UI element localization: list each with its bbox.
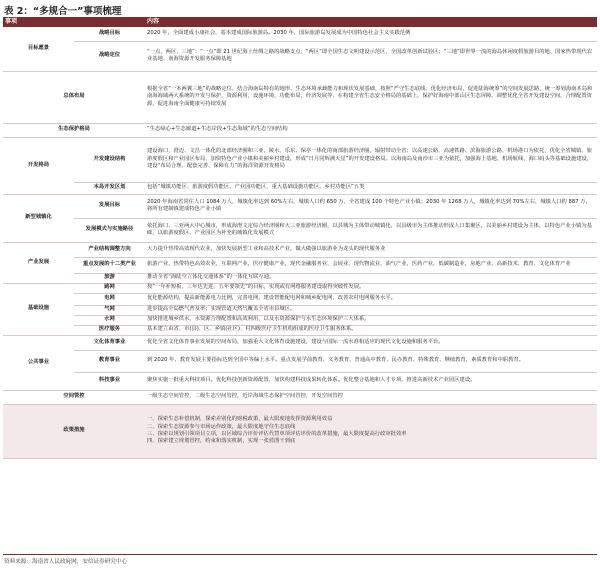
content-cell: 旅游产业，热带特色高效农业，互联网产业，医疗健康产业，现代金融服务业，会展业，现代物流业，油气产业，医药产业，低碳制造业，房地产业，高新技术、教育、文化体育产业 — [147, 261, 571, 268]
table-row — [3, 305, 597, 315]
subcategory-cell: 旅游 — [104, 274, 115, 281]
content-cell: 加快推进城乡供水、水资源合理配置和高效利用，以及水资源保护与水生态环境保护三大体系。 — [147, 316, 370, 323]
table-row — [3, 27, 597, 41]
subcategory-cell: 开发建设结构 — [93, 155, 126, 162]
table-row — [3, 390, 597, 404]
header-matter: 事项 — [3, 17, 145, 27]
subcategory-cell: 重点发展的十二类产业 — [83, 261, 136, 268]
content-cell: “生态绿心+生态廊道+生态岸段+生态海域”的生态空间结构 — [147, 126, 288, 133]
table-row — [3, 335, 597, 350]
table-header-row — [3, 17, 597, 27]
table-row — [3, 404, 597, 458]
content-cell: 依托海口、三亚两大中心城市，形成海澄文定综合经济圈和大三亚旅游经济圈，以县城为主体带动城镇化，以县级市为主体推动形成人口集聚区，以美丽乡村建设为主体，以特色产业小镇为基础，以旅游度假区、产业园区为补充的城镇化发展模式 — [147, 222, 592, 236]
content-cell: 聚焦实施一批重大科技项目。优化科技创新资源配置，加快构建科技成果转化体系。优化整合基地和人才专项，推进高新技术产业园区建设。 — [147, 377, 476, 384]
subcategory-cell: 本岛开发区划 — [93, 184, 126, 191]
content-cell: 推动全省“海陆空立体化交通体系”的一体化互联互通。 — [147, 274, 275, 281]
table-row — [3, 194, 597, 218]
content-cell: “一点、两区、三地”：“一点”即 21 世纪海上丝绸之路的战略支点；“两区”即全国生态文明建设示范区、全国改革创新试验区；“三地”即世界一流的海岛休闲度假旅游目的地、国家热带现代农业基地、南海资源开发服务保障基地 — [147, 48, 593, 62]
content-cell: 根据全省“一本两翼三地”的战略定位，结合海南岛特有的地形、生态环境承载能力和现状发展基础，按照“严守生态底线、优化经济布局、促进陆海统筹”的空间发展思路，统一筹划海南本岛和南海海域两大系统的开发与保护，资源利用，设施环境，功能布局，经济发展等，在构建全省生态安全格局的基础上，保护好海南中部山区生态屏障，调整优化全省开发建设空间，合理配置资源，促进海南全面健康可持续发展 — [147, 85, 593, 107]
subcategory-cell: 发展模式与实施路径 — [85, 226, 134, 233]
category-cell: 基础设施 — [27, 305, 50, 312]
table-row — [3, 283, 597, 293]
content-cell: 大力提升热带高效现代农业，加快发展新型工业和高技术产业，做大做强以旅游业为龙头的现代服务业 — [147, 245, 386, 252]
table-row — [3, 325, 597, 335]
content-cell: 2020 年海南省常住人口 1084 万人，城镇化率达到 60%左右，城镇人口约 650 万，全省建成 100 个特色产业小镇；2030 年 1268 万人，城镇化率达到 70%左右，城镇人口约 887 万，将所有建制镇建成特色产业小镇 — [147, 198, 591, 212]
subcategory-cell: 战略目标 — [98, 30, 121, 37]
category-cell: 生态保护格局 — [58, 126, 90, 133]
category-cell: 开发格局 — [27, 161, 50, 168]
table-row — [3, 182, 597, 194]
category-cell: 公共事业 — [27, 358, 50, 365]
category-cell: 新型城镇化 — [25, 214, 52, 221]
subcategory-cell: 发展目标 — [98, 202, 121, 209]
content-cell: 优化能源结构，提高新能源电力比例，完善电网，建设智能配电网和城乡配电网，改善农村电网服务水平。 — [147, 295, 396, 302]
table-row — [3, 350, 597, 372]
content-cell: 一级生态空间管控，二级生态空间管控，近岸海域生态保护空间管控，开发空间管控 — [147, 393, 343, 400]
table-row — [3, 41, 597, 71]
category-cell: 政策措施 — [63, 427, 85, 434]
content-cell: 建设海口、澄迈、文昌一体化的北部经济圈和三亚、陵水、乐东、保亭一体化的南部旅游经济圈，辐射带动全省；以高速公路、高速铁路、滨海旅游公路、机场港口为依托，优化全省城镇、旅游度假区和产业园区布局，加快特色产业小镇和美丽乡村建设，形成“日月同辉满天星”的开发建设格局。以海南岛及南沙市三亚为依托，加强海上基地、机场航线、海口码头等基础设施建设，建设“布局合理、配套完善、保障有力”的海洋资源开发格局 — [147, 148, 593, 170]
category-cell: 产业发展 — [27, 258, 50, 265]
content-cell: 按“一年补短板、三年达先进、五年要领先”的目标，实现或有网络服务建设取得突破性发展。 — [147, 284, 365, 291]
table-row — [3, 273, 597, 283]
content-cell: 基本建立由省、市(县)、区、乡镇(社区)、村四级医疗卫生机构组成的医疗卫生服务体系。 — [147, 326, 357, 333]
subcategory-cell: 电网 — [104, 295, 115, 302]
content-cell: 一、探索生态补偿机制，探索差别化的财税政策，最大限度地发挥资源利用效益 二、探索生态资源参与市场运作政策，最大限度地守住生态底线 三、探索以规划引领项目立项，以区域综合评价评估代替单项评估评价的改革措施，最大限度提高行政审批效率 四、探索建立规划管控，约束和落实机制，实现一张蓝图干到底 — [147, 416, 407, 445]
subcategory-cell: 医疗服务 — [98, 326, 121, 333]
content-cell: 优化全省文化体育事业发展的空间布局，加强重大文化体育设施建设，建设与国际一流水准相适应的现代文化设施和服务平台。 — [147, 338, 444, 345]
table-row — [3, 372, 597, 390]
subcategory-cell: 科技事业 — [98, 377, 121, 384]
category-cell: 目标愿景 — [27, 45, 50, 52]
subcategory-cell: 路网 — [104, 284, 115, 291]
table-row — [3, 257, 597, 273]
subcategory-cell: 产业结构调整方向 — [88, 245, 131, 252]
subcategory-cell: 气网 — [104, 306, 115, 313]
subcategory-cell: 水网 — [104, 316, 115, 323]
table-row — [3, 137, 597, 182]
category-cell: 空间管控 — [63, 393, 85, 400]
subcategory-cell: 文化体育事业 — [93, 338, 126, 345]
table-title: 表 2：“多规合一”事项梳理 — [4, 6, 122, 17]
table-row — [3, 71, 597, 123]
table-row — [3, 242, 597, 257]
table-row — [3, 293, 597, 305]
category-cell: 总体布局 — [63, 93, 85, 100]
header-content: 内容 — [145, 17, 597, 27]
matters-table — [3, 17, 597, 459]
source-note: 资料来源：海南省人民政府网，安信证券研究中心 — [4, 559, 128, 565]
table-row — [3, 315, 597, 325]
content-cell: 2020 年，全面建成小康社会，基本建成国际旅游岛。2030 年，国际旅游岛发展成为中国特色社会主义实践范例 — [147, 30, 411, 37]
content-cell: 到 2020 年，教育发展主要指标达到全国中等偏上水平。重点发展学前教育、义务教育、普通高中教育、民办教育、特殊教育、继续教育，素质教育和中职教育。 — [147, 357, 525, 364]
table-row — [3, 123, 597, 137]
subcategory-cell: 教育事业 — [98, 357, 121, 364]
content-cell: 包括“城镇功能区、旅游度假功能区、产业园功能区、重大基础设施功能区、乡村功能区”五类 — [147, 184, 365, 191]
table-row — [3, 218, 597, 242]
subcategory-cell: 战略定位 — [98, 52, 121, 59]
bottom-divider — [3, 554, 597, 555]
content-cell: 进步提高全岛燃气普及率；实现管道天然气覆盖全省市县城区。 — [147, 306, 296, 313]
